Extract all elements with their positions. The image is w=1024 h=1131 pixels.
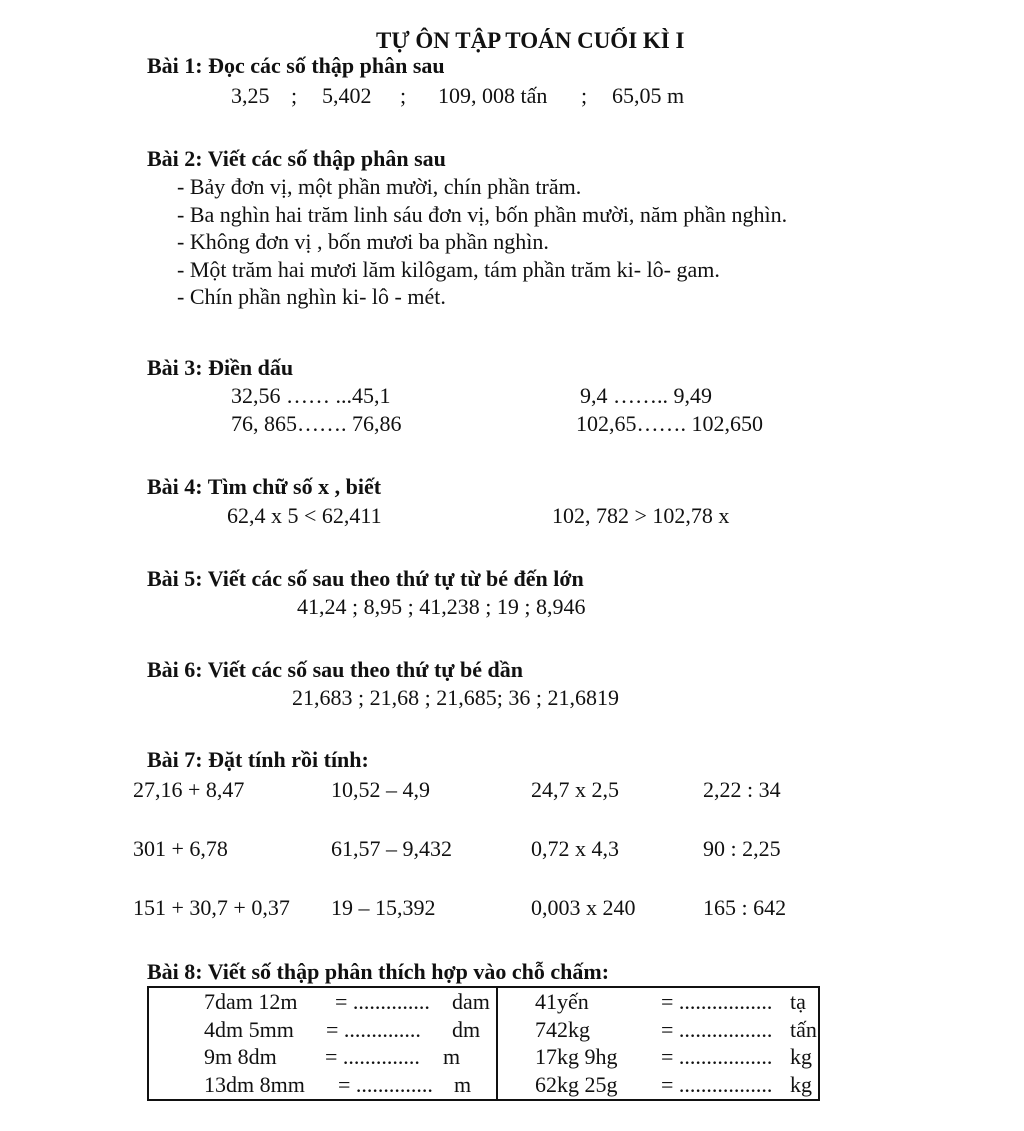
page-title: TỰ ÔN TẬP TOÁN CUỐI KÌ I	[376, 28, 685, 53]
conversion-quantity: 9m 8dm	[204, 1044, 277, 1069]
exercise-2-line: - Một trăm hai mươi lăm kilôgam, tám phần trăm ki- lô- gam.	[177, 257, 720, 282]
conversion-blank: = .................	[661, 1044, 773, 1069]
table-divider	[496, 988, 498, 1099]
conversion-table	[147, 986, 820, 1101]
exercise-1-number: 5,402	[322, 83, 372, 108]
conversion-unit: kg	[790, 1072, 812, 1097]
conversion-blank: = ..............	[338, 1072, 433, 1097]
exercise-7-heading: Bài 7: Đặt tính rồi tính:	[147, 747, 369, 772]
calculation-item: 301 + 6,78	[133, 836, 228, 861]
conversion-unit: dm	[452, 1017, 481, 1042]
exercise-6-heading: Bài 6: Viết các số sau theo thứ tự bé dần	[147, 657, 523, 682]
exercise-2-line: - Ba nghìn hai trăm linh sáu đơn vị, bốn phần mười, năm phần nghìn.	[177, 202, 788, 227]
exercise-1-heading: Bài 1: Đọc các số thập phân sau	[147, 53, 445, 78]
exercise-5-numbers: 41,24 ; 8,95 ; 41,238 ; 19 ; 8,946	[297, 594, 586, 619]
conversion-unit: m	[443, 1044, 461, 1069]
calculation-item: 90 : 2,25	[703, 836, 781, 861]
exercise-1-number: 109, 008 tấn	[438, 83, 548, 108]
conversion-blank: = .................	[661, 1072, 773, 1097]
conversion-blank: = ..............	[326, 1017, 421, 1042]
calculation-item: 0,003 x 240	[531, 895, 636, 920]
calculation-item: 27,16 + 8,47	[133, 777, 245, 802]
exercise-2-line: - Chín phần nghìn ki- lô - mét.	[177, 284, 446, 309]
conversion-quantity: 41yến	[535, 989, 589, 1014]
exercise-6-numbers: 21,683 ; 21,68 ; 21,685; 36 ; 21,6819	[292, 685, 619, 710]
exercise-1-number: 65,05 m	[612, 83, 685, 108]
exercise-1-number: 3,25	[231, 83, 270, 108]
conversion-blank: = ..............	[325, 1044, 420, 1069]
exercise-1-separator: ;	[291, 83, 298, 108]
calculation-item: 2,22 : 34	[703, 777, 781, 802]
conversion-unit: kg	[790, 1044, 812, 1069]
exercise-4-item: 62,4 x 5 < 62,411	[227, 503, 382, 528]
conversion-quantity: 62kg 25g	[535, 1072, 618, 1097]
conversion-quantity: 17kg 9hg	[535, 1044, 618, 1069]
conversion-unit: m	[454, 1072, 472, 1097]
conversion-quantity: 4dm 5mm	[204, 1017, 294, 1042]
exercise-3-item: 32,56 …… ...45,1	[231, 383, 391, 408]
conversion-unit: dam	[452, 989, 490, 1014]
conversion-blank: = .................	[661, 989, 773, 1014]
calculation-item: 151 + 30,7 + 0,37	[133, 895, 290, 920]
exercise-3-heading: Bài 3: Điền dấu	[147, 355, 294, 380]
conversion-blank: = ..............	[335, 989, 430, 1014]
calculation-item: 24,7 x 2,5	[531, 777, 619, 802]
calculation-item: 61,57 – 9,432	[331, 836, 452, 861]
exercise-4-item: 102, 782 > 102,78 x	[552, 503, 730, 528]
exercise-4-heading: Bài 4: Tìm chữ số x , biết	[147, 474, 382, 499]
conversion-blank: = .................	[661, 1017, 773, 1042]
conversion-unit: tạ	[790, 989, 806, 1014]
calculation-item: 165 : 642	[703, 895, 787, 920]
conversion-quantity: 13dm 8mm	[204, 1072, 305, 1097]
exercise-2-line: - Không đơn vị , bốn mươi ba phần nghìn.	[177, 229, 549, 254]
calculation-item: 0,72 x 4,3	[531, 836, 619, 861]
exercise-3-item: 76, 865……. 76,86	[231, 411, 402, 436]
exercise-3-item: 102,65……. 102,650	[576, 411, 763, 436]
exercise-1-separator: ;	[581, 83, 588, 108]
conversion-quantity: 742kg	[535, 1017, 590, 1042]
conversion-quantity: 7dam 12m	[204, 989, 298, 1014]
exercise-5-heading: Bài 5: Viết các số sau theo thứ tự từ bé đến lớn	[147, 566, 584, 591]
exercise-8-heading: Bài 8: Viết số thập phân thích hợp vào chỗ chấm:	[147, 959, 610, 984]
calculation-item: 10,52 – 4,9	[331, 777, 430, 802]
exercise-2-line: - Bảy đơn vị, một phần mười, chín phần trăm.	[177, 174, 582, 199]
conversion-unit: tấn	[790, 1017, 817, 1042]
exercise-3-item: 9,4 …….. 9,49	[580, 383, 712, 408]
exercise-2-heading: Bài 2: Viết các số thập phân sau	[147, 146, 446, 171]
exercise-1-separator: ;	[400, 83, 407, 108]
calculation-item: 19 – 15,392	[331, 895, 436, 920]
